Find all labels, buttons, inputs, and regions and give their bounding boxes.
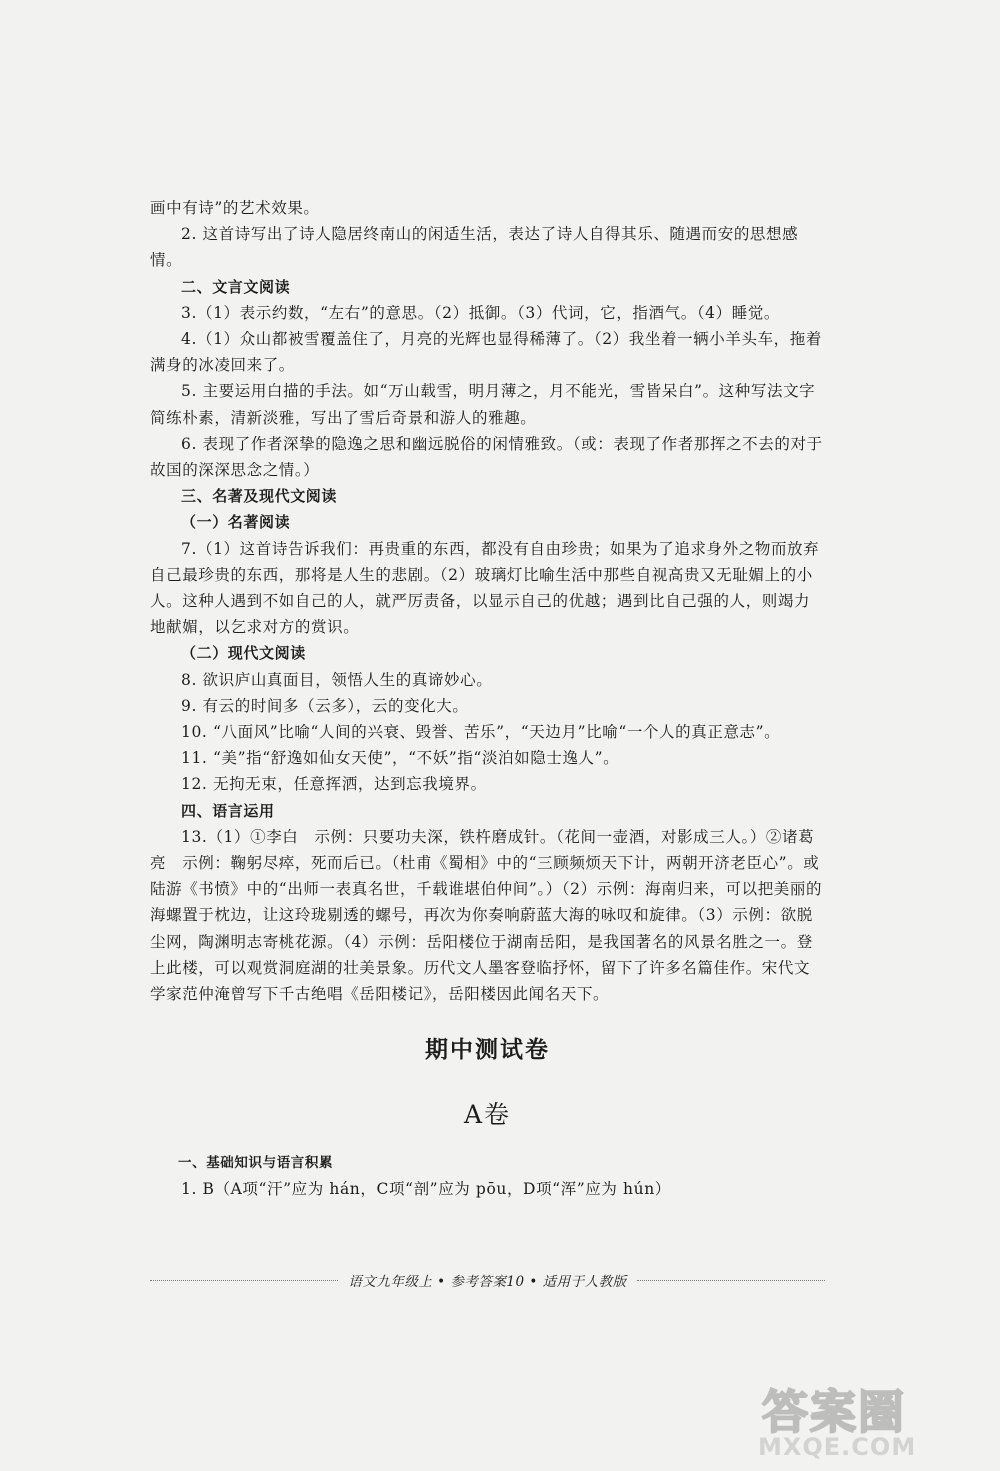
answer-5: 5. 主要运用白描的手法。如“万山载雪，明月薄之，月不能光，雪皆呆白”。这种写法文字简练朴素，清新淡雅，写出了雪后奇景和游人的雅趣。	[150, 382, 816, 427]
exam-subtitle: A卷	[463, 1099, 512, 1129]
answer-q1: 1. B（A项“汗”应为 hán，C项“剖”应为 pōu，D项“浑”应为 hún）	[181, 1179, 671, 1198]
watermark-url: MXQE.COM	[758, 1433, 917, 1461]
watermark	[758, 1376, 988, 1461]
answer-2: 2. 这首诗写出了诗人隐居终南山的闲适生活，表达了诗人自得其乐、随遇而安的思想感情。	[150, 225, 799, 270]
footer-text: 语文九年级上 • 参考答案10 • 适用于人教版	[348, 1274, 627, 1290]
footer-rule-right	[637, 1280, 825, 1281]
subsection-heading-modern: （二）现代文阅读	[181, 644, 306, 663]
answer-12: 12. 无拘无束，任意挥洒，达到忘我境界。	[181, 775, 487, 794]
answer-3: 3.（1）表示约数，“左右”的意思。（2）抵御。（3）代词，它，指酒气。（4）睡觉。	[181, 303, 781, 322]
answer-line-1-continuation: 画中有诗”的艺术效果。	[150, 199, 320, 217]
section-heading-basics: 一、基础知识与语言积累	[178, 1154, 334, 1171]
answer-7: 7.（1）这首诗告诉我们：再贵重的东西，都没有自由珍贵；如果为了追求身外之物而放弃自己最珍贵的东西，那将是人生的悲剧。（2）玻璃灯比喻生活中那些自视高贵又无耻媚上的小人。这种人遇到不如自己的人，就严厉责备，以显示自己的优越；遇到比自己强的人，则竭力地献媚，以乞求对方的赏识。	[150, 539, 820, 637]
page-footer	[150, 1270, 825, 1290]
answer-13: 13.（1）①李白 示例：只要功夫深，铁杵磨成针。（花间一壶酒，对影成三人。）②诸葛亮 示例：鞠躬尽瘁，死而后已。（杜甫《蜀相》中的“三顾频烦天下计，两朝开济老臣心”。或陆游《书愤》中的“出师一表真名世，千载谁堪伯仲间”。）（2）示例：海南归来，可以把美丽的海螺置于枕边，让这玲珑剔透的螺号，再次为你奏响蔚蓝大海的咏叹和旋律。（3）示例：欲脱尘网，陶渊明志寄桃花源。（4）示例：岳阳楼位于湖南岳阳，是我国著名的风景名胜之一。登上此楼，可以观赏洞庭湖的壮美景象。历代文人墨客登临抒怀，留下了许多名篇佳作。宋代文学家范仲淹曾写下千古绝唱《岳阳楼记》，岳阳楼因此闻名天下。	[150, 827, 823, 1004]
subsection-heading-classics: （一）名著阅读	[181, 513, 291, 532]
section-heading-language-use: 四、语言运用	[181, 801, 275, 820]
answer-6: 6. 表现了作者深挚的隐逸之思和幽远脱俗的闲情雅致。（或：表现了作者那挥之不去的对于故国的深深思念之情。）	[150, 434, 823, 480]
section-heading-classical-chinese: 二、文言文阅读	[181, 277, 291, 296]
answer-4: 4.（1）众山都被雪覆盖住了，月亮的光辉也显得稀薄了。（2）我坐着一辆小羊头车，拖着满身的冰凌回来了。	[150, 330, 822, 375]
answer-9: 9. 有云的时间多（云多），云的变化大。	[181, 696, 469, 715]
footer-rule-left	[150, 1280, 338, 1281]
answer-10: 10. “八面风”比喻“人间的兴衰、毁誉、苦乐”，“天边月”比喻“一个人的真正意志”。	[181, 723, 781, 742]
answer-11: 11. “美”指“舒逸如仙女天使”，“不妖”指“淡泊如隐士逸人”。	[181, 749, 620, 768]
answer-content	[150, 195, 825, 1202]
answer-8: 8. 欲识庐山真面目，领悟人生的真谛妙心。	[181, 670, 493, 689]
section-heading-reading: 三、名著及现代文阅读	[181, 487, 338, 506]
watermark-logo: 答案圈	[762, 1385, 906, 1439]
exam-title: 期中测试卷	[425, 1037, 550, 1064]
